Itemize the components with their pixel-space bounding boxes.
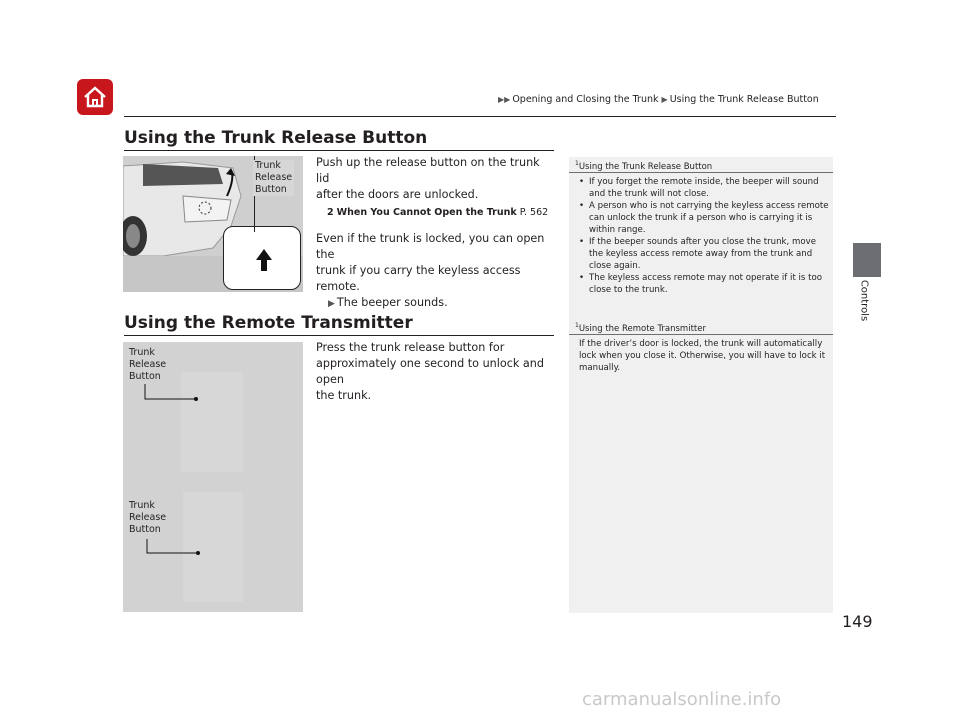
- notes-panel: [569, 157, 833, 613]
- zoom-inset: [223, 226, 301, 290]
- note-item: • The keyless access remote may not operate if it is too close to the trunk.: [579, 272, 829, 296]
- heading-rule: [124, 150, 554, 151]
- callout-label: Trunk Release Button: [129, 500, 167, 535]
- note-title: $^1$Using the Trunk Release Button: [575, 160, 713, 172]
- note-text: If the driver’s door is locked, the trunk will automatically lock when you close it. Otherwise, you will have to lock it manually.: [579, 339, 826, 373]
- breadcrumb-item[interactable]: Opening and Closing the Trunk: [512, 94, 659, 105]
- callout-label: Trunk Release Button: [255, 160, 293, 195]
- header-rule: [124, 116, 836, 117]
- watermark: carmanualsonline.info: [582, 689, 782, 710]
- page-number: 149: [842, 612, 873, 631]
- xref-icon: 2: [327, 207, 334, 218]
- section-tab-label: Controls: [858, 279, 870, 322]
- note-item: • A person who is not carrying the keyless access remote can unlock the trunk if a person who is carrying it is within range.: [579, 200, 829, 236]
- breadcrumb-item[interactable]: Using the Trunk Release Button: [669, 94, 819, 105]
- section-heading: Using the Trunk Release Button: [124, 128, 428, 148]
- cross-reference[interactable]: 2 When You Cannot Open the Trunk P. 562: [327, 207, 549, 218]
- note-rule: [569, 172, 833, 173]
- trunk-photo: [123, 156, 303, 292]
- arrow-icon: ▶: [328, 299, 335, 309]
- home-icon: [82, 84, 108, 110]
- remote-transmitter-photo: [123, 342, 303, 612]
- section-heading: Using the Remote Transmitter: [124, 313, 413, 333]
- callout-lines: [123, 342, 303, 612]
- callout-label: Trunk Release Button: [129, 347, 167, 382]
- note-rule: [569, 334, 833, 335]
- arrow-icon: ▶▶: [498, 95, 511, 104]
- trunk-instructions: Push up the release button on the trunk lid after the doors are unlocked. 2 When You Cannot Open the Trunk P. 562 Even if the trunk is locked, you can open the trunk if you carry the keyless access remote. ▶ The beeper sounds.: [316, 155, 556, 312]
- note-list: [579, 176, 829, 296]
- up-arrow-icon: [224, 227, 300, 289]
- note-item: • If the beeper sounds after you close the trunk, move the keyless access remote away from the trunk and close again.: [579, 236, 829, 272]
- heading-rule: [124, 335, 554, 336]
- home-button[interactable]: [77, 79, 113, 115]
- note-title: $^1$Using the Remote Transmitter: [575, 322, 706, 334]
- arrow-icon: ▶: [661, 95, 668, 104]
- note-item: • If you forget the remote inside, the beeper will sound and the trunk will not close.: [579, 176, 829, 200]
- breadcrumb: [498, 94, 819, 105]
- remote-instructions: Press the trunk release button for approximately one second to unlock and open the trunk.: [316, 341, 544, 402]
